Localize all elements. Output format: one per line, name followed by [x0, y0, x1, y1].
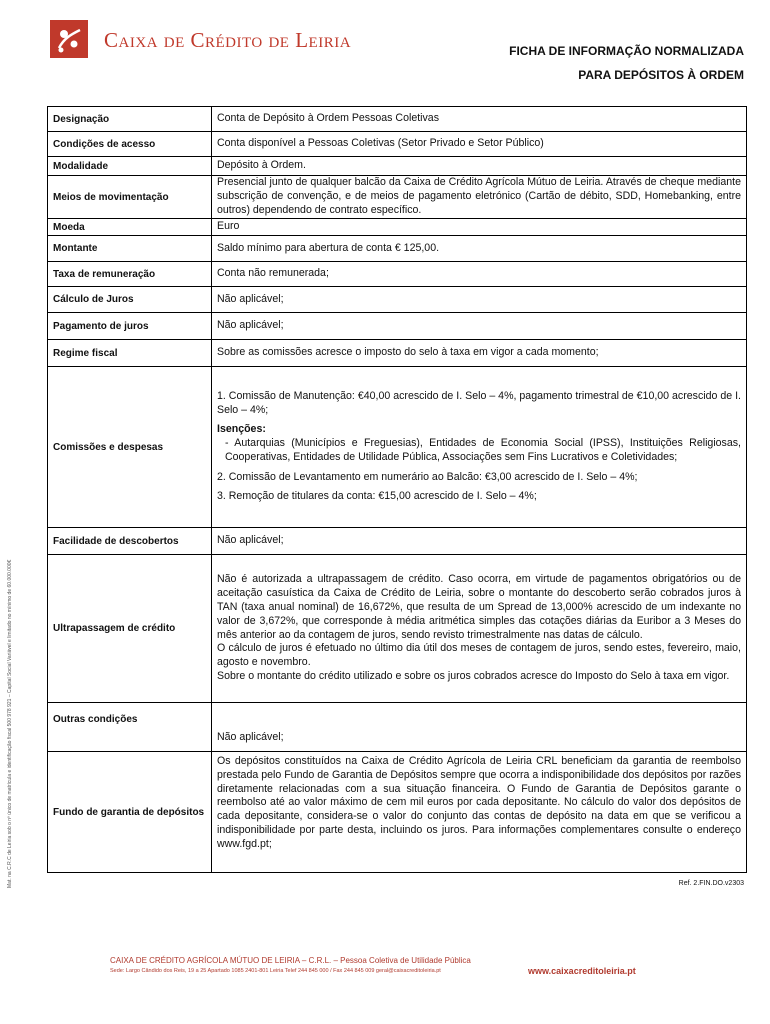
value-condicoes: Conta disponível a Pessoas Coletivas (Setor Privado e Setor Público): [212, 132, 747, 157]
label-taxa: Taxa de remuneração: [48, 262, 212, 287]
comissao-remocao: 3. Remoção de titulares da conta: €15,00 acrescido de I. Selo – 4%;: [217, 490, 537, 503]
label-meios: Meios de movimentação: [48, 176, 212, 219]
side-legal-note: Mat. na C.R.C de Leiria sob o nº único de matrícula e identificação fiscal 500 978 921 – Capital Social Variável e limitado no mínimo de 60.000.000€: [7, 559, 13, 888]
value-comissoes: [212, 367, 747, 528]
value-descobertos: Não aplicável;: [212, 528, 747, 555]
info-table: [47, 106, 747, 873]
label-regime-fiscal: Regime fiscal: [48, 340, 212, 367]
value-outras: Não aplicável;: [212, 703, 747, 752]
label-ultrapassagem: Ultrapassagem de crédito: [48, 555, 212, 703]
document-title: FICHA DE INFORMAÇÃO NORMALIZADA: [509, 44, 744, 58]
value-fundo: Os depósitos constituídos na Caixa de Crédito Agrícola de Leiria CRL beneficiam da garantia de reembolso prestada pelo Fundo de Garantia de Depósitos sempre que ocorra a indisponibilidade dos depósitos por razões diretamente relacionadas com a sua situação financeira. O Fundo de Garantia de Depósitos garante o reembolso até ao valor máximo de cem mil euros por cada depositante. No cálculo do valor dos depósitos de cada depositante, considera-se o valor do conjunto das contas de depósito na data em que se verificou a indisponibilidade por parte desta, incluindo os juros. Para informações complementares consulte o endereço www.fgd.pt;: [212, 752, 747, 873]
label-moeda: Moeda: [48, 219, 212, 236]
label-calculo-juros: Cálculo de Juros: [48, 287, 212, 313]
value-regime-fiscal: Sobre as comissões acresce o imposto do selo à taxa em vigor a cada momento;: [212, 340, 747, 367]
label-modalidade: Modalidade: [48, 157, 212, 176]
label-descobertos: Facilidade de descobertos: [48, 528, 212, 555]
reference-code: Ref. 2.FIN.DO.v2303: [678, 880, 744, 887]
ultrapassagem-p1: Não é autorizada a ultrapassagem de crédito. Caso ocorra, em virtude de pagamentos obrigatórios ou de aceitação casuística da Caixa de Crédito de Leiria, sobre o montante do descoberto serão cobrados juros à TAN (taxa anual nominal) de 16,672%, que resulta de um Spread de 13,000% acrescido de um indexante no valor de 3,672%, que corresponde à média aritmética simples das cotações diárias da Euribor a 3 Meses do mês anterior ao da contagem de juros, sendo revisto trimestralmente nas datas de cálculo.: [217, 573, 741, 641]
label-pagamento-juros: Pagamento de juros: [48, 313, 212, 340]
label-montante: Montante: [48, 236, 212, 262]
isencoes-text: - Autarquias (Municípios e Freguesias), Entidades de Economia Social (IPSS), Instituições Religiosas, Cooperativas, Entidades de Utilidade Pública, Associações sem Fins Lucrativos e Coletividades;: [225, 437, 741, 463]
document-subtitle: PARA DEPÓSITOS À ORDEM: [578, 68, 744, 82]
brand-name: Caixa de Crédito de Leiria: [104, 28, 352, 52]
label-designacao: Designação: [48, 107, 212, 132]
value-meios: Presencial junto de qualquer balcão da Caixa de Crédito Agrícola Mútuo de Leiria. Através de cheque mediante subscrição de convenção, e de meios de pagamento eletrónico (Cartão de débito, SDD, Homebanking, entre outros) dependendo de contrato específico.: [212, 176, 747, 219]
label-condicoes: Condições de acesso: [48, 132, 212, 157]
value-modalidade: Depósito à Ordem.: [212, 157, 747, 176]
comissao-levantamento: 2. Comissão de Levantamento em numerário ao Balcão: €3,00 acrescido de I. Selo – 4%;: [217, 470, 638, 483]
label-outras: Outras condições: [48, 703, 212, 752]
footer-address: Sede: Largo Cândido dos Reis, 19 a 25 Apartado 1085 2401-801 Leiria Telef 244 845 000 / Fax 244 845 009 geral@caixacreditoleiria.pt: [110, 968, 441, 974]
ultrapassagem-p3: Sobre o montante do crédito utilizado e sobre os juros cobrados acresce do Imposto do Selo à taxa em vigor.: [217, 669, 730, 682]
value-ultrapassagem: [212, 555, 747, 703]
value-taxa: Conta não remunerada;: [212, 262, 747, 287]
isencoes-title: Isenções:: [217, 423, 266, 436]
value-montante: Saldo mínimo para abertura de conta € 125,00.: [212, 236, 747, 262]
ultrapassagem-p2: O cálculo de juros é efetuado no último dia útil dos meses de contagem de juros, sendo estes, fevereiro, maio, agosto e novembro.: [217, 642, 741, 669]
label-fundo: Fundo de garantia de depósitos: [48, 752, 212, 873]
value-pagamento-juros: Não aplicável;: [212, 313, 747, 340]
value-calculo-juros: Não aplicável;: [212, 287, 747, 313]
footer-company: CAIXA DE CRÉDITO AGRÍCOLA MÚTUO DE LEIRIA – C.R.L. – Pessoa Coletiva de Utilidade Pública: [110, 956, 471, 965]
comissao-manutencao: 1. Comissão de Manutenção: €40,00 acrescido de I. Selo – 4%, pagamento trimestral de €10,00 acrescido de I. Selo – 4%;: [217, 389, 741, 416]
value-moeda: Euro: [212, 219, 747, 236]
label-comissoes: Comissões e despesas: [48, 367, 212, 528]
bank-logo: [50, 20, 88, 58]
footer-website-link[interactable]: www.caixacreditoleiria.pt: [528, 966, 636, 976]
value-designacao: Conta de Depósito à Ordem Pessoas Coletivas: [212, 107, 747, 132]
